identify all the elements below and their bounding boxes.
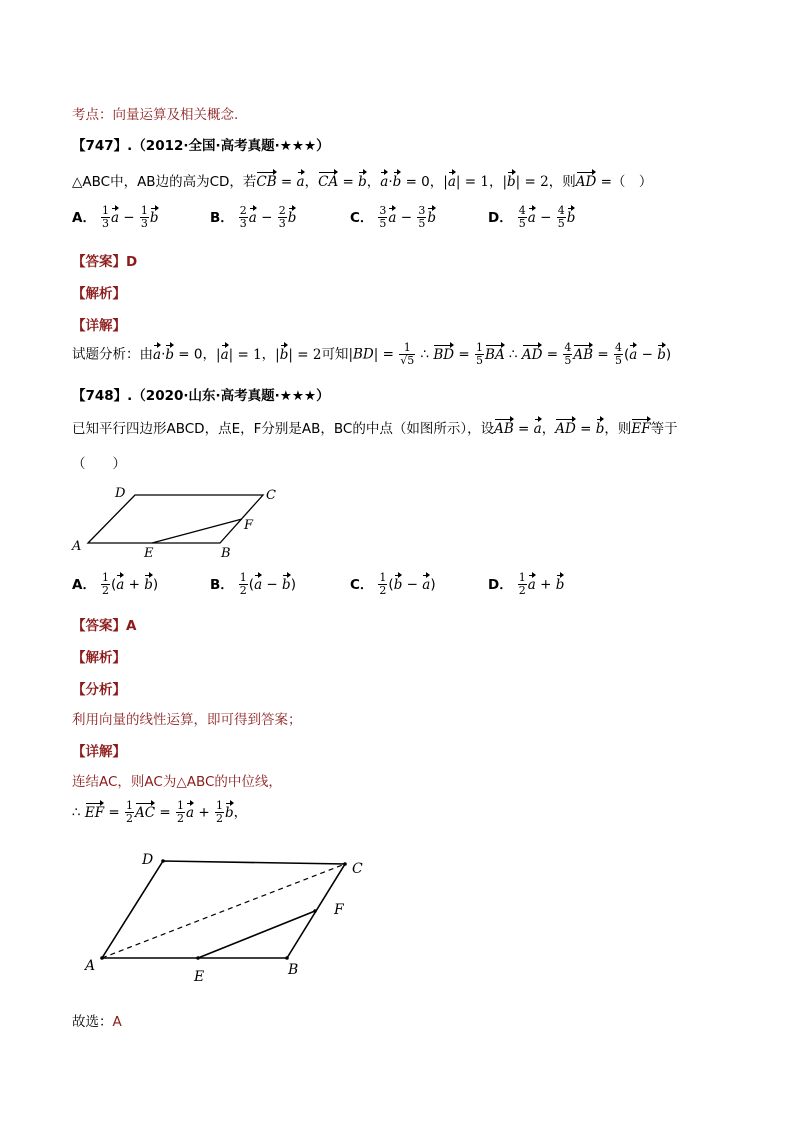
label-B: B [221,546,231,561]
q747-stem-text3: =（ ） [596,174,653,190]
label-D-large: D [142,852,154,868]
point-a [100,956,104,960]
q748-header: 【748】.（2020·山东·高考真题·★★★） [72,388,330,404]
q747-answer: 【答案】D [72,254,138,270]
q748-detail-equation: ∴ EF = $\frac{1}{2}$ AC = $\frac{1}{2}$ a + $\frac{1}{2}$ b， [72,799,248,825]
q747-solution: 试题分析：由a·b = 0，|a| = 1，|b| = 2可知|BD| = $\frac{1}{√5}$ ∴ BD = $\frac{1}{5}$ BA ∴ AD = $\frac{4}{5}$ AB = $\frac{4}{5}$ (a − b) [72,341,672,367]
label-E: E [144,546,154,561]
q748-answer-value: A [126,618,137,634]
label-B-large: B [288,962,299,978]
q747-answer-value: D [126,254,138,270]
topic-line [72,103,238,123]
topic-label: 考点： [72,107,113,123]
q748-conclusion-value: A [112,1014,122,1030]
q748-option-d[interactable]: D． $\frac{1}{2}$ a + b [488,571,565,597]
label-F: F [244,518,254,533]
topic-text: 向量运算及相关概念. [112,107,239,123]
q748-stem: 已知平行四边形ABCD，点E，F分别是AB，BC的中点（如图所示），设AB = a，AD = b，则EF等于 [72,421,678,437]
q747-option-d[interactable]: D． $\frac{4}{5}$ a − $\frac{4}{5}$ b [488,204,576,230]
label-C-large: C [352,861,363,877]
point-f [313,909,317,913]
q748-option-a[interactable]: A． $\frac{1}{2}$ (a + b) [72,571,159,597]
q748-fenxi-text: 利用向量的线性运算，即可得到答案； [72,712,302,728]
segment-ef [152,519,242,543]
q747-stem-text2: ，则 [548,174,576,190]
q748-analysis-label: 【解析】 [72,650,126,666]
q748-detail-label: 【详解】 [72,744,126,760]
q748-fenxi-label: 【分析】 [72,682,126,698]
label-D: D [115,486,126,501]
q748-conclusion: 故选：A [72,1014,122,1030]
segment-ef-large [198,911,315,958]
q747-analysis-label: 【解析】 [72,286,126,302]
q748-option-c[interactable]: C． $\frac{1}{2}$ (b − a) [350,571,436,597]
point-c [343,862,347,866]
diagonal-ac [102,864,345,958]
label-F-large: F [334,902,344,918]
parallelogram [88,495,263,543]
q747-stem-text1: △ABC中，AB边的高为CD，若 [72,174,257,190]
label-C: C [266,488,276,503]
q747-option-b[interactable]: B． $\frac{2}{3}$ a − $\frac{2}{3}$ b [210,204,297,230]
q748-small-figure [68,484,298,564]
label-A-large: A [85,958,96,974]
q748-large-figure [80,848,380,988]
q748-option-b[interactable]: B． $\frac{1}{2}$ (a − b) [210,571,296,597]
q748-answer: 【答案】A [72,618,137,634]
q748-stem-line2: （ ） [72,456,126,472]
label-E-large: E [194,969,205,985]
point-d [161,859,165,863]
q747-option-c[interactable]: C． $\frac{3}{5}$ a − $\frac{3}{5}$ b [350,204,437,230]
point-b [285,956,289,960]
q748-detail-line1: 连结AC，则AC为△ABC的中位线， [72,774,282,790]
label-A: A [72,539,82,554]
q747-stem: △ABC中，AB边的高为CD，若CB = a，CA = b，a·b = 0，|a| = 1，|b| = 2，则AD =（ ） [72,174,653,190]
q747-option-a[interactable]: A． $\frac{1}{3}$ a − $\frac{1}{3}$ b [72,204,159,230]
q747-header: 【747】.（2012·全国·高考真题·★★★） [72,138,330,154]
point-e [196,956,200,960]
q747-detail-label: 【详解】 [72,318,126,334]
